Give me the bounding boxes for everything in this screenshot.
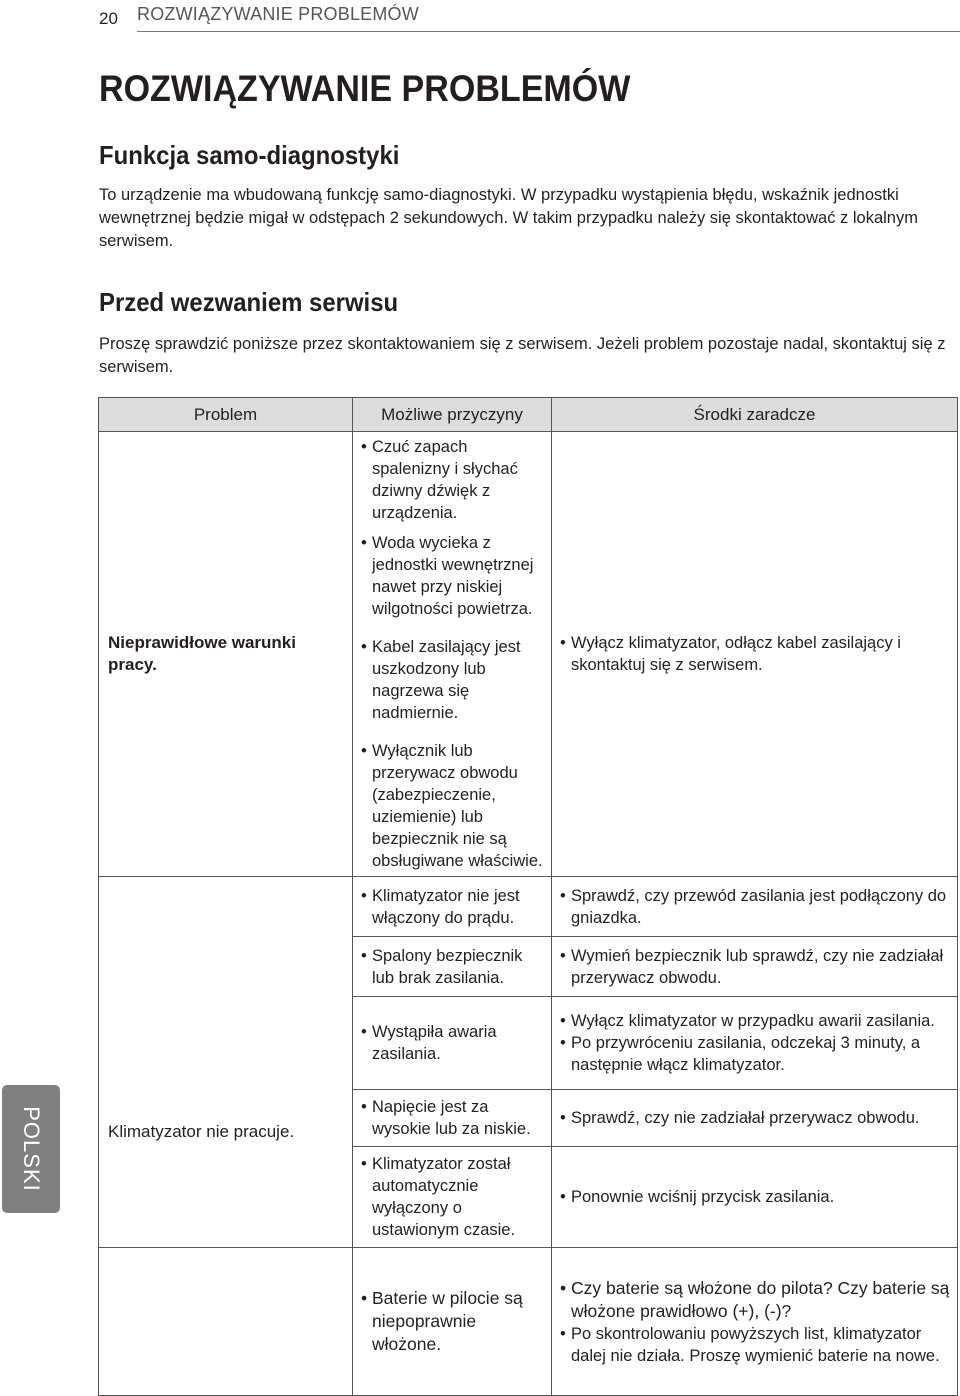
list-item: • Baterie w pilocie są niepoprawnie włożone.	[361, 1287, 545, 1356]
cause-cell	[353, 1147, 552, 1248]
problem-cell: Nieprawidłowe warunki pracy.	[99, 432, 353, 877]
list-item: • Klimatyzator nie jest włączony do prądu.	[361, 885, 545, 929]
cause-cell	[353, 877, 552, 937]
remedy-cell	[552, 997, 958, 1090]
list-item: • Wymień bezpiecznik lub sprawdź, czy nie zadziałał przerywacz obwodu.	[560, 945, 951, 989]
remedy-cell	[552, 877, 958, 937]
table-row	[99, 432, 958, 877]
problem-cell	[99, 1248, 353, 1396]
list-item: • Czuć zapach spalenizny i słychać dziwny dźwięk z urządzenia.	[361, 436, 545, 524]
before-service-heading: Przed wezwaniem serwisu	[99, 287, 399, 317]
column-header-problem: Problem	[99, 398, 353, 432]
page-number: 20	[99, 9, 118, 28]
language-side-tab	[2, 1085, 60, 1213]
list-item: • Po skontrolowaniu powyższych list, klimatyzator dalej nie działa. Proszę wymienić baterie na nowe.	[560, 1323, 951, 1367]
cause-cell	[353, 1090, 552, 1147]
before-service-text: Proszę sprawdzić poniższe przez skontaktowaniem się z serwisem. Jeżeli problem pozostaje nadal, skontaktuj się z serwisem.	[99, 335, 946, 376]
column-header-remedies: Środki zaradcze	[552, 398, 958, 432]
list-item: • Sprawdź, czy przewód zasilania jest podłączony do gniazdka.	[560, 885, 951, 929]
list-item: • Sprawdź, czy nie zadziałał przerywacz obwodu.	[560, 1107, 951, 1129]
troubleshooting-table	[98, 397, 958, 1396]
cause-cell	[353, 997, 552, 1090]
list-item: • Woda wycieka z jednostki wewnętrznej nawet przy niskiej wilgotności powietrza.	[361, 532, 545, 620]
problem-cell: Klimatyzator nie pracuje.	[99, 877, 353, 1248]
remedy-cell	[552, 432, 958, 877]
table-header-row	[99, 398, 958, 432]
page-title: ROZWIĄZYWANIE PROBLEMÓW	[99, 68, 631, 109]
cause-cell	[353, 1248, 552, 1396]
running-header: ROZWIĄZYWANIE PROBLEMÓW	[137, 4, 419, 24]
list-item: • Wyłącznik lub przerywacz obwodu (zabezpieczenie, uziemienie) lub bezpiecznik nie są obsługiwane właściwie.	[361, 740, 545, 872]
list-item: • Ponownie wciśnij przycisk zasilania.	[560, 1186, 951, 1208]
list-item: • Po przywróceniu zasilania, odczekaj 3 minuty, a następnie włącz klimatyzator.	[560, 1032, 951, 1076]
side-tab-label: POLSKI	[19, 1106, 44, 1192]
header-rule	[137, 31, 960, 32]
remedy-cell	[552, 1147, 958, 1248]
column-header-causes: Możliwe przyczyny	[353, 398, 552, 432]
list-item: • Klimatyzator został automatycznie wyłączony o ustawionym czasie.	[361, 1153, 545, 1241]
table-row	[99, 1248, 958, 1396]
remedy-cell	[552, 1090, 958, 1147]
self-diagnosis-text: To urządzenie ma wbudowaną funkcję samo-diagnostyki. W przypadku wystąpienia błędu, wskaźnik jednostki wewnętrznej będzie migał w odstępach 2 sekundowych. W takim przypadku należy się skontaktować z lokalnym serwisem.	[99, 186, 918, 250]
cause-cell	[353, 432, 552, 877]
remedy-cell	[552, 1248, 958, 1396]
list-item: • Spalony bezpiecznik lub brak zasilania.	[361, 945, 545, 989]
list-item: • Napięcie jest za wysokie lub za niskie.	[361, 1096, 545, 1140]
table-row	[99, 877, 958, 937]
remedy-cell	[552, 937, 958, 997]
cause-cell	[353, 937, 552, 997]
list-item: • Wyłącz klimatyzator w przypadku awarii zasilania.	[560, 1010, 951, 1032]
list-item: • Wystąpiła awaria zasilania.	[361, 1021, 545, 1065]
self-diagnosis-heading: Funkcja samo-diagnostyki	[99, 140, 400, 170]
list-item: • Wyłącz klimatyzator, odłącz kabel zasilający i skontaktuj się z serwisem.	[560, 632, 951, 676]
list-item: • Czy baterie są włożone do pilota? Czy baterie są włożone prawidłowo (+), (-)?	[560, 1277, 951, 1323]
list-item: • Kabel zasilający jest uszkodzony lub nagrzewa się nadmiernie.	[361, 636, 545, 724]
